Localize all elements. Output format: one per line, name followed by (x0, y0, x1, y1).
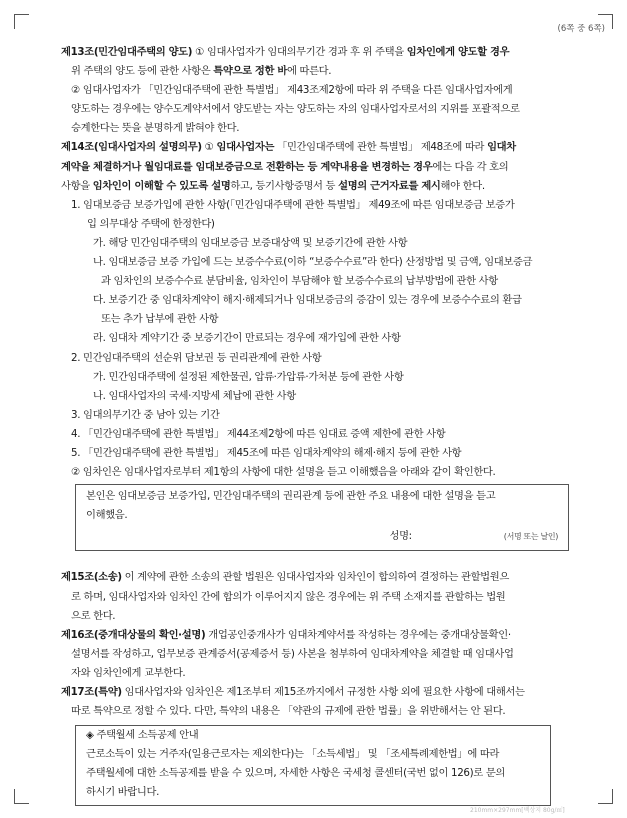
article-14-heading: 제14조(임대사업자의 설명의무) (61, 141, 202, 154)
confirmation-text-line-2: 이해했음. (86, 509, 128, 522)
notice-title: ◈ 주택월세 소득공제 안내 (86, 729, 199, 742)
list-item: 라. 임대차 계약기간 중 보증기간이 만료되는 경우에 재가입에 관한 사항 (93, 332, 401, 345)
list-item: 과 임차인의 보증수수료 분담비율, 임차인이 부담해야 할 보증수수료의 납부방법에 관한 사항 (101, 275, 498, 288)
list-item: ② 임차인은 임대사업자로부터 제1항의 사항에 대한 설명을 듣고 이해했음을 아래와 같이 확인한다. (71, 466, 496, 479)
list-item: 3. 임대의무기간 중 남아 있는 기간 (71, 408, 220, 421)
text-run: 해야 한다. (440, 179, 485, 192)
emphasis: 계약을 체결하거나 월임대료를 임대보증금으로 전환하는 등 계약내용을 변경하는 경우 (61, 160, 433, 173)
text-run: 위 주택의 양도 등에 관한 사항은 (71, 65, 214, 78)
article-14-line-1 (61, 138, 583, 157)
emphasis: 임차인에게 양도할 경우 (406, 46, 510, 58)
notice-line-3: 하시기 바랍니다. (86, 786, 160, 799)
article-17-line-1 (61, 683, 583, 702)
signature-hint: (서명 또는 날인) (503, 532, 558, 542)
article-15-line-3: 으로 한다. (71, 609, 116, 622)
text-run: 하고, 등기사항증명서 등 (230, 179, 339, 192)
list-item: 4. 「민간임대주택에 관한 특별법」 제44조제2항에 따른 임대료 증액 제한에 관한 사항 (71, 427, 446, 440)
article-13-para-1 (61, 43, 583, 62)
spacer (61, 557, 583, 568)
article-13-para-1-cont (61, 62, 583, 81)
emphasis: 특약으로 정한 바 (213, 65, 287, 78)
article-13-para-2-line-2: 양도하는 경우에는 양수도계약서에서 양도받는 자는 양도하는 자의 임대사업자로서의 지위를 포괄적으로 (71, 103, 520, 116)
notice-line-1: 근로소득이 있는 거주자(일용근로자는 제외한다)는 「소득세법」 및 「조세특례제한법」에 따라 (86, 748, 500, 761)
text-run: 사항을 (61, 179, 93, 192)
article-16-heading: 제16조(중개대상물의 확인·설명) (61, 628, 206, 641)
list-item: 입 의무대상 주택에 한정한다) (87, 217, 215, 230)
emphasis: 임대사업자는 (216, 141, 275, 154)
article-15-line-1 (61, 568, 583, 587)
tax-deduction-notice-box (75, 725, 551, 805)
explanation-confirmation-box (75, 484, 569, 551)
paper-spec-footer: 210mm×297mm[백상지 80g/㎡] (470, 807, 565, 814)
list-item: 2. 민간임대주택의 선순위 담보권 등 권리관계에 관한 사항 (71, 351, 322, 364)
list-item: 나. 임대사업자의 국세·지방세 체납에 관한 사항 (93, 389, 296, 402)
article-15-line-2: 로 하며, 임대사업자와 임차인 간에 합의가 이루어지지 않은 경우에는 위 주택 소재지를 관할하는 법원 (71, 590, 506, 603)
article-16-line-3: 자와 임차인에게 교부한다. (71, 666, 186, 679)
list-item: 가. 민간임대주택에 설정된 제한물권, 압류·가압류·가처분 등에 관한 사항 (93, 370, 404, 383)
text-run: ① (201, 141, 217, 154)
text-run: 에는 다음 각 호의 (432, 160, 509, 173)
crop-mark-bottom-right (598, 789, 613, 804)
article-17-heading: 제17조(특약) (61, 686, 122, 698)
text-run: 「민간임대주택에 관한 특별법」 제48조에 따라 (274, 141, 488, 154)
confirmation-text-line-1: 본인은 임대보증금 보증가입, 민간임대주택의 권리관계 등에 관한 주요 내용에 대한 설명을 듣고 (86, 490, 496, 503)
article-14-line-3 (61, 177, 583, 196)
list-item: 나. 임대보증금 보증 가입에 드는 보증수수료(이하 “보증수수료”라 한다) 산정방법 및 금액, 임대보증금 (93, 256, 533, 269)
emphasis: 임차인이 이해할 수 있도록 설명 (92, 179, 231, 192)
list-item: 또는 추가 납부에 관한 사항 (101, 313, 219, 326)
list-item: 다. 보증기간 중 임대차계약이 해지·해제되거나 임대보증금의 증감이 있는 경우에 보증수수료의 환급 (93, 294, 522, 307)
list-item: 가. 해당 민간임대주택의 임대보증금 보증대상액 및 보증기간에 관한 사항 (93, 236, 408, 249)
emphasis: 임대차 (487, 141, 516, 154)
list-item: 5. 「민간임대주택에 관한 특별법」 제45조에 따른 임대차계약의 해제·해지 등에 관한 사항 (71, 446, 462, 459)
article-16-line-2: 설명서를 작성하고, 업무보증 관계증서(공제증서 등) 사본을 첨부하여 임대차계약을 체결할 때 임대사업 (71, 647, 514, 660)
article-14-line-2 (61, 158, 583, 177)
text-run: 개업공인중개사가 임대차계약서를 작성하는 경우에는 중개대상물확인· (205, 628, 511, 641)
notice-line-2: 주택월세에 대한 소득공제를 받을 수 있으며, 자세한 사항은 국세청 콜센터(국번 없이 126)로 문의 (86, 767, 506, 780)
article-13-para-2-line-3: 승계한다는 뜻을 분명하게 밝혀야 한다. (71, 122, 240, 135)
article-13-heading: 제13조(민간임대주택의 양도) (61, 46, 193, 58)
list-item: 1. 임대보증금 보증가입에 관한 사항(「민간임대주택에 관한 특별법」 제49조에 따른 임대보증금 보증가 (71, 198, 515, 211)
text-run: ① 임대사업자가 임대의무기간 경과 후 위 주택을 (195, 46, 407, 58)
signature-label: 성명: (389, 530, 412, 543)
page-number: (6쪽 중 6쪽) (557, 24, 605, 34)
text-run: 임대사업자와 임차인은 제1조부터 제15조까지에서 규정한 사항 외에 필요한 사항에 대해서는 (121, 686, 525, 698)
article-17-line-2: 따로 특약으로 정할 수 있다. 다만, 특약의 내용은 「약관의 규제에 관한 법률」을 위반해서는 안 된다. (71, 705, 506, 718)
article-16-line-1 (61, 626, 583, 645)
text-run: 에 따른다. (286, 65, 332, 78)
contract-page (61, 43, 583, 806)
article-15-heading: 제15조(소송) (61, 571, 122, 584)
crop-mark-top-left (14, 14, 29, 29)
emphasis: 설명의 근거자료를 제시 (338, 179, 441, 192)
crop-mark-bottom-left (14, 789, 29, 804)
text-run: 이 계약에 관한 소송의 관할 법원은 임대사업자와 임차인이 합의하여 결정하는 관할법원으 (121, 571, 509, 584)
signature-row (86, 527, 558, 546)
article-13-para-2-line-1: ② 임대사업자가 「민간임대주택에 관한 특별법」 제43조제2항에 따라 위 주택을 다른 임대사업자에게 (71, 84, 513, 97)
